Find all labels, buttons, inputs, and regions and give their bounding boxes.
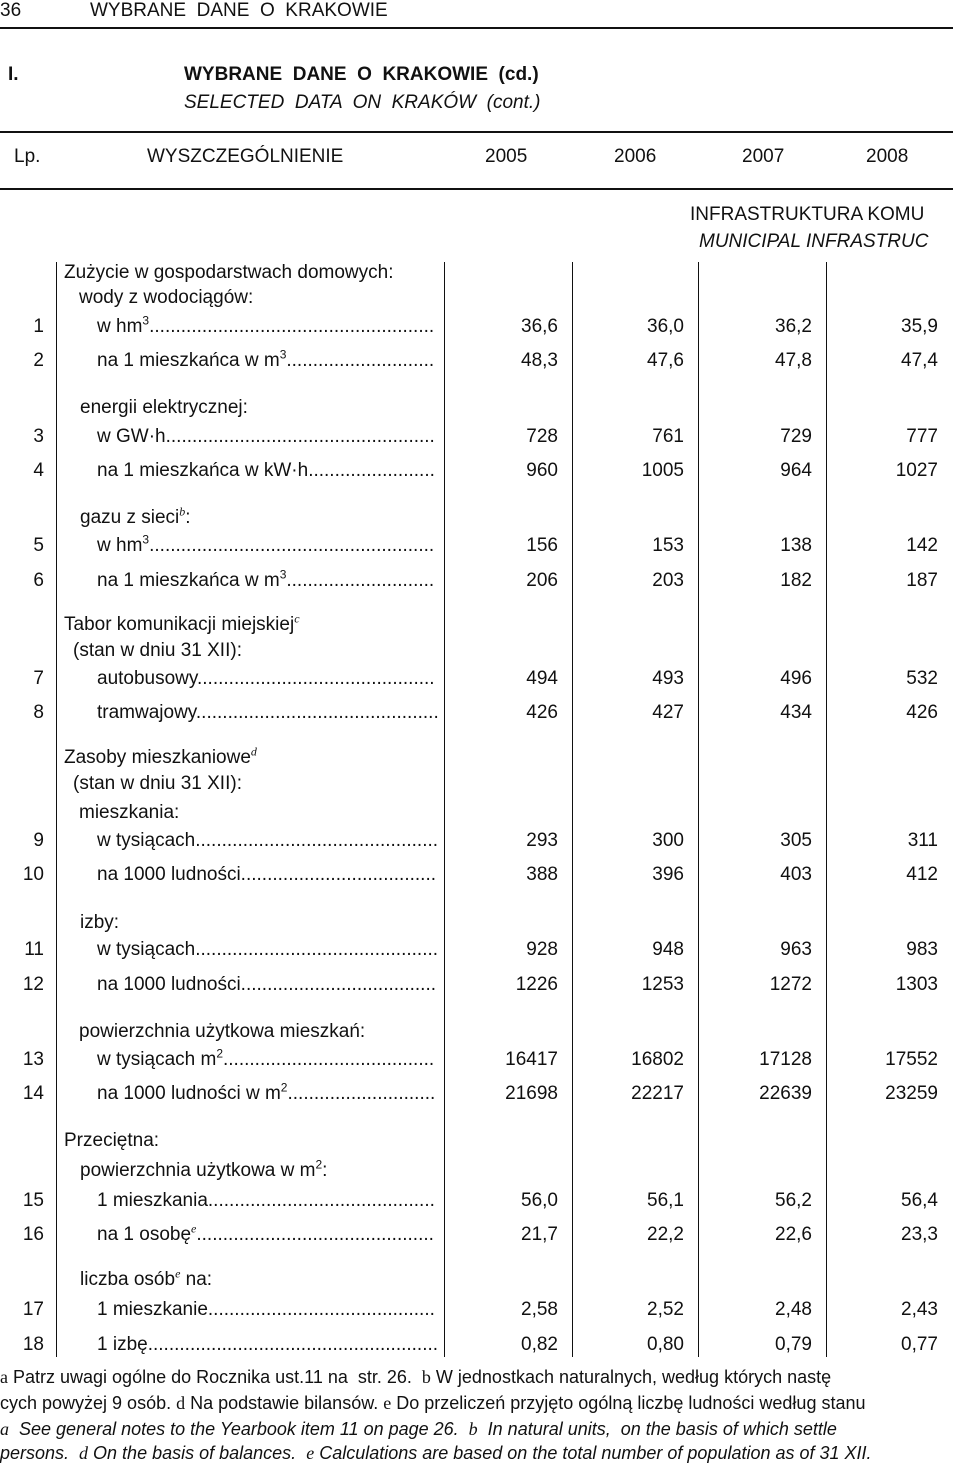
row-label-leader: ... — [308, 460, 325, 481]
row-label-text: w hm — [97, 535, 143, 556]
row-number: 11 — [24, 939, 44, 960]
row-label-text: na 1 mieszkańca w m — [97, 570, 280, 591]
row-value-2008: 1303 — [895, 974, 938, 995]
group-heading-gas — [80, 504, 191, 529]
row-value-2007: 17128 — [759, 1049, 812, 1070]
row-value-2007: 434 — [780, 702, 812, 723]
row-label-text: na 1 mieszkańca w kW·h — [97, 460, 309, 481]
section-title-pl: WYBRANE DANE O KRAKOWIE (cd.) — [184, 64, 539, 85]
row-value-2006: 22,2 — [647, 1224, 684, 1245]
transport-heading-text: Tabor komunikacji miejskiej — [64, 614, 295, 635]
row-value-2006: 36,0 — [647, 316, 684, 337]
row-value-2008: 23259 — [885, 1083, 938, 1104]
row-number: 17 — [22, 1299, 44, 1320]
row-value-2007: 964 — [780, 460, 812, 481]
row-label-text: tramwajowy — [97, 702, 196, 723]
group-heading-average-area — [80, 1157, 328, 1182]
page-number: 36 — [0, 0, 22, 21]
group-heading-average: Przeciętna: — [64, 1130, 160, 1151]
table-top-rule — [0, 131, 953, 133]
row-value-2008: 17552 — [885, 1049, 938, 1070]
row-number: 12 — [22, 974, 44, 995]
row-value-2005: 0,82 — [521, 1334, 558, 1355]
row-label-leader: ... — [197, 668, 213, 689]
row-value-2007: 1272 — [769, 974, 812, 995]
row-number: 18 — [22, 1334, 44, 1355]
row-value-2006: 22217 — [631, 1083, 684, 1104]
row-value-2006: 0,80 — [647, 1334, 684, 1355]
row-value-2006: 427 — [652, 702, 684, 723]
average-area-text: powierzchnia użytkowa w m — [80, 1160, 316, 1181]
row-label-leader-fill: ........................................... — [211, 939, 439, 960]
row-label-leader: ... — [195, 702, 212, 723]
running-header: WYBRANE DANE O KRAKOWIE — [90, 0, 388, 21]
group-heading-electricity: energii elektrycznej: — [80, 397, 248, 418]
row-label-text: 1 izbę — [97, 1334, 148, 1355]
row-value-2008: 142 — [906, 535, 938, 556]
group-heading-transport-2: (stan w dniu 31 XII): — [73, 640, 242, 661]
row-value-2008: 1027 — [895, 460, 938, 481]
row-value-2005: 156 — [526, 535, 558, 556]
row-number: 2 — [33, 350, 44, 371]
row-label-leader: ... — [286, 350, 303, 371]
row-label-text: w tysiącach — [97, 939, 196, 960]
row-value-2006: 1253 — [641, 974, 684, 995]
row-value-2007: 47,8 — [775, 350, 812, 371]
row-label-leader-fill: ........................................... — [211, 830, 439, 851]
row-number: 6 — [33, 570, 44, 591]
row-label-leader-fill: ................................................... — [164, 535, 435, 556]
column-header-2005: 2005 — [485, 146, 528, 167]
row-label-leader: ... — [286, 570, 303, 591]
row-value-2008: 311 — [907, 830, 938, 851]
footnote-marker-e: e — [383, 1393, 392, 1413]
row-label-leader-fill: ......................... — [302, 350, 435, 371]
group-heading-transport-1 — [64, 611, 300, 636]
row-label-text: 1 mieszkania — [97, 1190, 208, 1211]
row-value-2006: 2,52 — [647, 1299, 684, 1320]
row-value-2005: 388 — [526, 864, 558, 885]
row-label-text: w tysiącach — [97, 830, 196, 851]
group-heading-rooms: izby: — [80, 912, 120, 933]
row-label-superscript: 3 — [142, 532, 150, 547]
footnote-en-line2-text: persons. — [0, 1443, 80, 1463]
row-value-2008: 0,77 — [901, 1334, 938, 1355]
group-heading-persons — [80, 1266, 213, 1291]
row-value-2007: 138 — [780, 535, 812, 556]
row-value-2006: 948 — [652, 939, 684, 960]
row-value-2005: 293 — [526, 830, 558, 851]
row-label-leader: ... — [149, 316, 165, 337]
row-value-2007: 963 — [780, 939, 812, 960]
row-value-2005: 36,6 — [521, 316, 558, 337]
row-label-leader-fill: .................................. — [256, 864, 436, 885]
row-value-2008: 23,3 — [901, 1224, 938, 1245]
row-label-leader-fill: ................................................... — [164, 316, 435, 337]
row-number: 9 — [33, 830, 44, 851]
row-value-2007: 22,6 — [775, 1224, 812, 1245]
row-value-2006: 761 — [652, 426, 684, 447]
column-header-2006: 2006 — [614, 146, 657, 167]
column-divider-2007 — [826, 262, 827, 1357]
footnote-marker-a: a — [0, 1367, 8, 1387]
row-number: 14 — [22, 1083, 44, 1104]
footnote-b-text: W jednostkach naturalnych, według których nastę — [430, 1367, 832, 1387]
row-label — [97, 426, 435, 448]
housing-heading-text: Zasoby mieszkaniowe — [64, 747, 251, 768]
row-label — [97, 347, 435, 372]
footnote-en-marker-e: e — [306, 1443, 315, 1463]
footnote-en-b-text: In natural units, on the basis of which settle — [477, 1419, 837, 1439]
row-label — [97, 1046, 435, 1071]
row-label-superscript: e — [191, 1221, 197, 1236]
footnote-pl-line-1 — [0, 1366, 955, 1388]
row-label — [97, 702, 439, 724]
row-value-2005: 928 — [526, 939, 558, 960]
row-label — [97, 1334, 438, 1356]
row-value-2006: 493 — [652, 668, 684, 689]
row-label — [97, 1221, 434, 1246]
row-value-2006: 153 — [652, 535, 684, 556]
row-number: 13 — [22, 1049, 44, 1070]
row-value-2005: 48,3 — [521, 350, 558, 371]
row-label-leader: ... — [207, 1190, 224, 1211]
row-value-2006: 16802 — [631, 1049, 684, 1070]
row-label-superscript: 2 — [216, 1046, 223, 1061]
row-label-text: na 1 mieszkańca w m — [97, 350, 280, 371]
row-value-2005: 960 — [526, 460, 558, 481]
row-value-2007: 403 — [780, 864, 812, 885]
row-label-leader-fill: ........................................... — [211, 702, 439, 723]
section-subheader-en: MUNICIPAL INFRASTRUC — [699, 231, 929, 252]
row-value-2005: 1226 — [515, 974, 558, 995]
group-heading-water-2: wody z wodociągów: — [79, 287, 254, 308]
row-value-2007: 182 — [780, 570, 812, 591]
gas-heading-text: gazu z sieci — [80, 507, 180, 528]
row-value-2007: 305 — [780, 830, 812, 851]
row-label-leader: ... — [196, 1224, 213, 1245]
row-number: 7 — [33, 668, 44, 689]
row-number: 5 — [33, 535, 44, 556]
row-value-2008: 412 — [906, 864, 938, 885]
row-value-2007: 496 — [780, 668, 812, 689]
row-label — [97, 1080, 436, 1105]
row-label — [97, 460, 435, 482]
row-label — [97, 939, 438, 961]
row-label-leader-fill: .......................................... — [212, 668, 435, 689]
row-value-2006: 47,6 — [647, 350, 684, 371]
footnote-ref-e: e — [175, 1266, 181, 1281]
row-label-leader-fill: ................................................ — [181, 426, 435, 447]
row-value-2008: 35,9 — [901, 316, 938, 337]
row-value-2006: 56,1 — [647, 1190, 684, 1211]
row-value-2005: 728 — [526, 426, 558, 447]
footnote-ref-d: d — [250, 744, 257, 759]
row-label-text: w GW·h — [97, 426, 166, 447]
footnote-en-a-text: See general notes to the Yearbook item 11 on page 26. — [9, 1419, 469, 1439]
row-label — [97, 567, 435, 592]
row-value-2008: 56,4 — [901, 1190, 938, 1211]
row-label-leader-fill: ......................... — [303, 1083, 436, 1104]
row-label-leader-fill: ........................................ — [223, 1190, 435, 1211]
row-label-leader-fill: .................................. — [256, 974, 436, 995]
group-heading-water-1: Zużycie w gospodarstwach domowych: — [64, 262, 394, 283]
row-label-leader-fill: ........................................ — [223, 1299, 435, 1320]
row-value-2008: 777 — [906, 426, 938, 447]
row-label-superscript: 2 — [280, 1080, 288, 1095]
footnote-marker-d: d — [176, 1393, 186, 1413]
row-label-leader: ... — [147, 1334, 164, 1355]
footnote-en-line-1 — [0, 1418, 955, 1440]
row-label-leader: ... — [223, 1049, 239, 1070]
row-value-2008: 983 — [906, 939, 938, 960]
row-value-2005: 426 — [526, 702, 558, 723]
row-label — [97, 668, 435, 690]
row-value-2005: 206 — [526, 570, 558, 591]
row-number: 3 — [33, 426, 44, 447]
row-value-2005: 21,7 — [521, 1224, 558, 1245]
footnote-ref-b: b — [179, 504, 186, 519]
table-header-rule — [0, 188, 953, 190]
footnote-en-line-2 — [0, 1442, 955, 1464]
row-value-2008: 47,4 — [901, 350, 938, 371]
footnote-en-marker-d: d — [79, 1443, 89, 1463]
header-rule — [0, 27, 953, 29]
column-divider-spec — [444, 262, 445, 1357]
group-heading-housing-2: (stan w dniu 31 XII): — [73, 773, 242, 794]
row-number: 1 — [33, 316, 44, 337]
row-value-2008: 187 — [906, 570, 938, 591]
row-label-leader-fill: .................................................... — [163, 1334, 439, 1355]
row-value-2005: 2,58 — [521, 1299, 558, 1320]
footnote-en-e-text: Calculations are based on the total number of population as of 31 XII. — [314, 1443, 872, 1463]
row-value-2005: 16417 — [505, 1049, 558, 1070]
row-label — [97, 313, 435, 338]
row-number: 15 — [22, 1190, 44, 1211]
persons-heading-text: liczba osób — [80, 1269, 176, 1290]
row-value-2006: 396 — [652, 864, 684, 885]
row-value-2008: 532 — [906, 668, 938, 689]
row-value-2006: 300 — [652, 830, 684, 851]
row-label-leader: ... — [195, 939, 212, 960]
row-label-text: na 1000 ludności — [97, 864, 241, 885]
row-label-superscript: 3 — [279, 567, 287, 582]
row-label-text: 1 mieszkanie — [97, 1299, 208, 1320]
row-label — [97, 974, 436, 996]
row-value-2008: 2,43 — [901, 1299, 938, 1320]
row-label-text: autobusowy — [97, 668, 197, 689]
average-area-sup: 2 — [315, 1157, 323, 1172]
row-label-superscript: 3 — [279, 347, 287, 362]
footnote-e-text: Do przeliczeń przyjęto ogólną liczbę ludności według stanu — [391, 1393, 866, 1413]
row-value-2005: 56,0 — [521, 1190, 558, 1211]
row-label-text: w hm — [97, 316, 143, 337]
row-number: 4 — [33, 460, 44, 481]
row-value-2006: 203 — [652, 570, 684, 591]
footnote-en-d-text: On the basis of balances. — [88, 1443, 307, 1463]
row-number: 8 — [33, 702, 44, 723]
row-value-2007: 36,2 — [775, 316, 812, 337]
row-value-2007: 2,48 — [775, 1299, 812, 1320]
row-label-leader: ... — [165, 426, 182, 447]
row-value-2007: 56,2 — [775, 1190, 812, 1211]
row-label-text: w tysiącach m — [97, 1049, 217, 1070]
column-divider-2005 — [572, 262, 573, 1357]
footnote-pl-line-2 — [0, 1392, 955, 1414]
row-value-2005: 494 — [526, 668, 558, 689]
section-subheader-pl: INFRASTRUKTURA KOMU — [690, 204, 925, 225]
column-header-lp: Lp. — [14, 146, 41, 167]
column-divider-2006 — [698, 262, 699, 1357]
row-label-superscript: 3 — [142, 313, 150, 328]
column-header-2007: 2007 — [742, 146, 785, 167]
group-heading-housing-1 — [64, 744, 257, 769]
footnote-en-marker-b: b — [468, 1419, 478, 1439]
row-value-2006: 1005 — [641, 460, 684, 481]
footnote-en-marker-a: a — [0, 1419, 9, 1439]
group-heading-area: powierzchnia użytkowa mieszkań: — [79, 1021, 366, 1042]
row-label — [97, 1190, 435, 1212]
row-label-leader: ... — [287, 1083, 304, 1104]
row-label-text: na 1000 ludności w m — [97, 1083, 281, 1104]
row-label — [97, 864, 436, 886]
row-label-leader-fill: ..................................... — [238, 1049, 435, 1070]
row-value-2005: 21698 — [505, 1083, 558, 1104]
persons-heading-tail: na: — [185, 1269, 213, 1290]
column-header-spec: WYSZCZEGÓLNIENIE — [147, 146, 344, 167]
row-label-leader: ... — [207, 1299, 224, 1320]
section-number: I. — [8, 64, 19, 85]
row-value-2007: 729 — [780, 426, 812, 447]
row-value-2008: 426 — [906, 702, 938, 723]
row-label — [97, 1299, 435, 1321]
row-label-leader: ... — [240, 974, 257, 995]
average-area-colon: : — [322, 1160, 328, 1181]
row-label-leader-fill: ......................... — [302, 570, 435, 591]
row-number: 10 — [22, 864, 44, 885]
footnote-marker-b: b — [421, 1367, 431, 1387]
row-label-leader-fill: ..................... — [324, 460, 435, 481]
row-label — [97, 532, 435, 557]
row-label-text: na 1000 ludności — [97, 974, 241, 995]
column-header-2008: 2008 — [866, 146, 909, 167]
gas-heading-colon: : — [185, 507, 191, 528]
row-value-2007: 22639 — [759, 1083, 812, 1104]
footnote-ref-c: c — [294, 611, 300, 626]
group-heading-flats: mieszkania: — [79, 802, 180, 823]
row-label — [97, 830, 438, 852]
section-title-en: SELECTED DATA ON KRAKÓW (cont.) — [184, 92, 541, 113]
row-label-leader-fill: .......................................... — [212, 1224, 434, 1245]
row-label-leader: ... — [240, 864, 257, 885]
row-value-2007: 0,79 — [775, 1334, 812, 1355]
row-label-leader: ... — [195, 830, 212, 851]
footnote-line2-text: cych powyżej 9 osób. — [0, 1393, 177, 1413]
column-divider-lp — [56, 262, 57, 1357]
footnote-d-text: Na podstawie bilansów. — [185, 1393, 384, 1413]
footnote-a-text: Patrz uwagi ogólne do Rocznika ust.11 na str. 26. — [8, 1367, 422, 1387]
row-label-leader: ... — [149, 535, 165, 556]
row-label-text: na 1 osobę — [97, 1224, 192, 1245]
row-number: 16 — [22, 1224, 44, 1245]
